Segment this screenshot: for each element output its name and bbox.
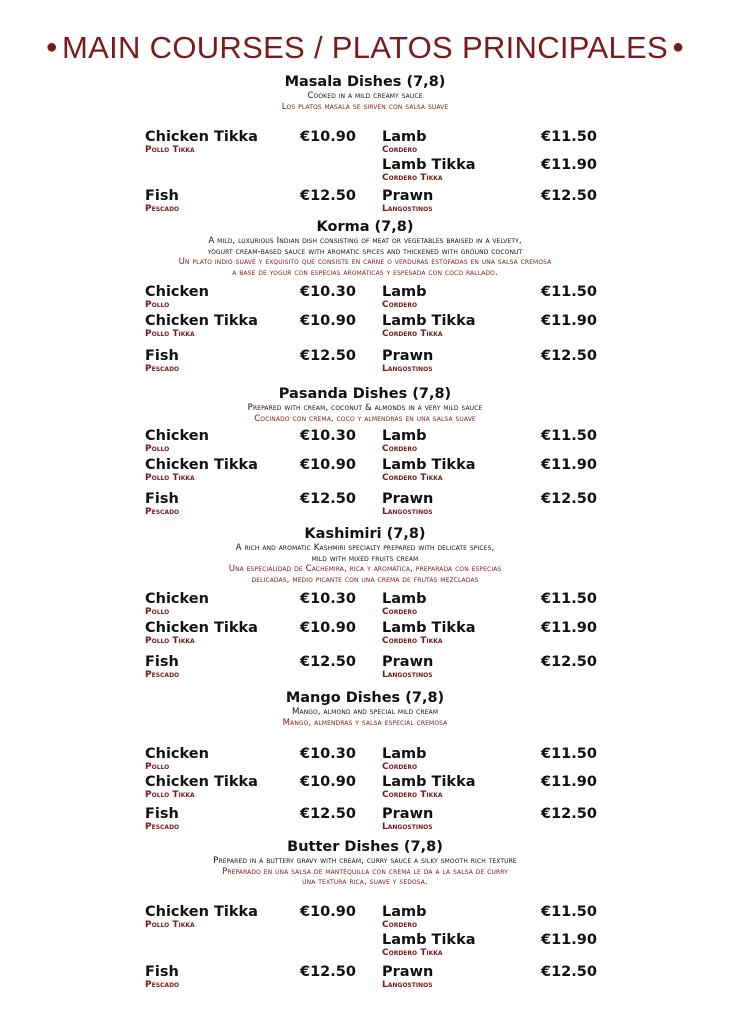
menu-item xyxy=(382,428,427,454)
item-sub: Pescado xyxy=(145,670,180,681)
item-name: Chicken Tikka xyxy=(145,457,258,474)
menu-item xyxy=(382,591,427,617)
item-sub: Pollo Tikka xyxy=(145,919,195,930)
item-sub: Pollo xyxy=(145,444,170,455)
item-price: €12.50 xyxy=(541,806,597,823)
menu-item xyxy=(382,491,433,517)
item-name: Chicken Tikka xyxy=(145,313,258,330)
section-desc-en: yogurt cream-based sauce with aromatic spices and thickened with ground coconut xyxy=(207,246,523,257)
item-sub: Pollo Tikka xyxy=(145,636,195,647)
item-price: €11.50 xyxy=(541,284,597,301)
item-sub: Langostinos xyxy=(382,979,433,990)
item-name: Lamb Tikka xyxy=(382,620,476,637)
item-price: €12.50 xyxy=(541,491,597,508)
item-sub: Pescado xyxy=(145,364,180,375)
item-sub: Langostinos xyxy=(382,364,433,375)
section-desc-es: Preparado en una salsa de mantequilla con crema le da a la salsa de curry xyxy=(222,866,508,877)
item-price: €11.50 xyxy=(541,129,597,146)
menu-item xyxy=(382,932,476,958)
section-desc-en: Mango, almond and special mild cream xyxy=(291,707,438,717)
menu-item xyxy=(382,457,476,483)
menu-item xyxy=(145,806,179,832)
section-title: Korma (7,8) xyxy=(316,219,414,235)
section-desc-en: mild with mixed fruits cream xyxy=(311,553,419,564)
section-title: Masala Dishes (7,8) xyxy=(284,74,446,90)
menu-item xyxy=(382,348,433,374)
menu-item xyxy=(145,964,179,990)
item-sub: Pollo Tikka xyxy=(145,473,195,484)
item-name: Lamb xyxy=(382,903,427,920)
menu-item xyxy=(145,457,258,483)
item-name: Prawn xyxy=(382,963,434,980)
section-desc-en: Cooked in a mild creamy sauce xyxy=(307,91,423,101)
item-name: Lamb xyxy=(382,746,427,763)
section-korma xyxy=(0,219,730,375)
item-sub: Cordero xyxy=(382,919,418,930)
menu-item xyxy=(382,620,476,646)
item-name: Lamb Tikka xyxy=(382,774,476,791)
item-price: €12.50 xyxy=(300,188,356,205)
section-title: Mango Dishes (7,8) xyxy=(285,690,445,706)
item-name: Lamb xyxy=(382,284,427,301)
item-price: €10.90 xyxy=(300,620,356,637)
item-price: €12.50 xyxy=(300,806,356,823)
item-sub: Pescado xyxy=(145,822,180,833)
item-name: Lamb xyxy=(382,591,427,608)
item-name: Lamb Tikka xyxy=(382,157,476,174)
menu-item xyxy=(145,620,258,646)
item-name: Prawn xyxy=(382,188,434,205)
item-name: Chicken xyxy=(145,591,209,608)
section-title: Butter Dishes (7,8) xyxy=(287,839,443,855)
bullet-dot-icon: ● xyxy=(671,36,685,58)
section-title: Pasanda Dishes (7,8) xyxy=(278,386,452,402)
menu-item xyxy=(382,746,427,772)
section-mango xyxy=(0,690,730,833)
item-price: €11.90 xyxy=(541,313,597,330)
section-desc-es: Mango, almendras y salsa especial cremosa xyxy=(282,717,448,728)
item-name: Prawn xyxy=(382,806,434,823)
item-sub: Pescado xyxy=(145,507,180,518)
menu-item xyxy=(145,129,258,155)
item-sub: Cordero xyxy=(382,444,418,455)
item-name: Chicken Tikka xyxy=(145,620,258,637)
item-sub: Cordero xyxy=(382,762,418,773)
section-desc-es: a base de yogur con especias aromáticas y espesada con coco rallado. xyxy=(232,267,498,278)
item-sub: Langostinos xyxy=(382,670,433,681)
menu-item xyxy=(145,591,209,617)
menu-item xyxy=(145,348,179,374)
section-desc-es: delicadas, medio picante con una crema de frutas mezcladas xyxy=(251,574,479,585)
item-price: €11.50 xyxy=(541,746,597,763)
item-name: Chicken Tikka xyxy=(145,903,258,920)
item-sub: Pollo xyxy=(145,300,170,311)
section-desc-es: Un plato indio suave y exquisito que consiste en carne o verduras estofadas en una salsa cremosa xyxy=(178,257,552,268)
item-price: €12.50 xyxy=(541,348,597,365)
item-price: €10.90 xyxy=(300,129,356,146)
item-sub: Pollo Tikka xyxy=(145,329,195,340)
page-title-text: MAIN COURSES / PLATOS PRINCIPALES xyxy=(62,30,668,65)
item-price: €11.90 xyxy=(541,620,597,637)
item-sub: Cordero xyxy=(382,607,418,618)
item-price: €11.90 xyxy=(541,457,597,474)
item-name: Lamb Tikka xyxy=(382,313,476,330)
item-name: Chicken Tikka xyxy=(145,774,258,791)
item-name: Lamb Tikka xyxy=(382,931,476,948)
item-price: €10.30 xyxy=(300,591,356,608)
item-name: Lamb Tikka xyxy=(382,457,476,474)
item-sub: Cordero xyxy=(382,300,418,311)
item-name: Fish xyxy=(145,806,179,823)
item-price: €11.90 xyxy=(541,931,597,948)
item-name: Lamb xyxy=(382,129,427,146)
menu-item xyxy=(382,188,433,214)
item-price: €11.50 xyxy=(541,428,597,445)
item-sub: Cordero Tikka xyxy=(382,329,443,340)
item-sub: Langostinos xyxy=(382,507,433,518)
item-name: Fish xyxy=(145,654,179,671)
section-desc-en: A rich and aromatic Kashmiri specialty prepared with delicate spices, xyxy=(235,543,495,553)
item-price: €12.50 xyxy=(541,654,597,671)
item-price: €12.50 xyxy=(300,491,356,508)
item-sub: Cordero Tikka xyxy=(382,173,443,184)
item-name: Fish xyxy=(145,188,179,205)
menu-item xyxy=(382,654,433,680)
menu-item xyxy=(145,746,209,772)
item-sub: Cordero Tikka xyxy=(382,947,443,958)
section-butter xyxy=(0,839,730,990)
item-sub: Pollo xyxy=(145,607,170,618)
section-desc-en: A mild, luxurious Indian dish consisting of meat or vegetables braised in a velvety, xyxy=(208,236,522,246)
item-sub: Pollo xyxy=(145,762,170,773)
menu-item xyxy=(145,313,258,339)
menu-item xyxy=(382,157,476,183)
menu-item xyxy=(145,774,258,800)
item-price: €12.50 xyxy=(300,348,356,365)
item-price: €10.90 xyxy=(300,313,356,330)
item-name: Fish xyxy=(145,963,179,980)
item-price: €12.50 xyxy=(541,188,597,205)
menu-item xyxy=(145,188,179,214)
item-price: €11.90 xyxy=(541,774,597,791)
item-sub: Cordero xyxy=(382,145,418,156)
section-desc-es: una textura rica, suave y sedosa. xyxy=(302,877,428,888)
item-name: Fish xyxy=(145,491,179,508)
item-sub: Cordero Tikka xyxy=(382,636,443,647)
section-desc-es: Cocinado con crema, coco y almendras en una salsa suave xyxy=(254,413,476,424)
item-name: Fish xyxy=(145,348,179,365)
item-name: Chicken Tikka xyxy=(145,129,258,146)
item-price: €10.30 xyxy=(300,746,356,763)
item-price: €10.90 xyxy=(300,774,356,791)
section-desc-es: Los platos masala se sirven con salsa suave xyxy=(281,101,449,112)
item-price: €10.90 xyxy=(300,457,356,474)
item-name: Prawn xyxy=(382,491,434,508)
item-price: €10.30 xyxy=(300,428,356,445)
item-sub: Pollo Tikka xyxy=(145,790,195,801)
menu-item xyxy=(382,313,476,339)
item-sub: Pollo Tikka xyxy=(145,145,195,156)
item-name: Chicken xyxy=(145,284,209,301)
item-sub: Langostinos xyxy=(382,204,433,215)
menu-item xyxy=(145,428,209,454)
item-name: Prawn xyxy=(382,654,434,671)
menu-item xyxy=(145,904,258,930)
item-price: €12.50 xyxy=(541,963,597,980)
item-price: €11.90 xyxy=(541,157,597,174)
item-sub: Langostinos xyxy=(382,822,433,833)
section-desc-en: Prepared with cream, coconut & almonds in a very mild sauce xyxy=(247,403,483,413)
menu-item xyxy=(382,964,433,990)
item-price: €10.90 xyxy=(300,903,356,920)
item-sub: Cordero Tikka xyxy=(382,473,443,484)
menu-item xyxy=(382,904,427,930)
section-kashimiri xyxy=(0,526,730,681)
item-name: Chicken xyxy=(145,746,209,763)
item-name: Prawn xyxy=(382,348,434,365)
section-desc-en: Prepared in a buttery gravy with cream, curry sauce a silky smooth rich texture xyxy=(213,856,517,866)
item-name: Lamb xyxy=(382,428,427,445)
menu-item xyxy=(145,284,209,310)
item-sub: Cordero Tikka xyxy=(382,790,443,801)
item-price: €10.30 xyxy=(300,284,356,301)
menu-item xyxy=(382,774,476,800)
item-sub: Pescado xyxy=(145,979,180,990)
menu-item xyxy=(145,654,179,680)
menu-item xyxy=(382,806,433,832)
menu-item xyxy=(382,284,427,310)
bullet-dot-icon: ● xyxy=(45,36,59,58)
section-desc-es: Una especialidad de Cachemira, rica y aromática, preparada con especias xyxy=(228,564,502,575)
section-title: Kashimiri (7,8) xyxy=(304,526,426,542)
item-price: €11.50 xyxy=(541,903,597,920)
item-price: €12.50 xyxy=(300,654,356,671)
menu-item xyxy=(382,129,427,155)
item-price: €11.50 xyxy=(541,591,597,608)
menu-item xyxy=(145,491,179,517)
item-price: €12.50 xyxy=(300,963,356,980)
item-name: Chicken xyxy=(145,428,209,445)
page-title xyxy=(0,30,730,66)
section-pasanda xyxy=(0,386,730,518)
item-sub: Pescado xyxy=(145,204,180,215)
section-masala xyxy=(0,74,730,215)
